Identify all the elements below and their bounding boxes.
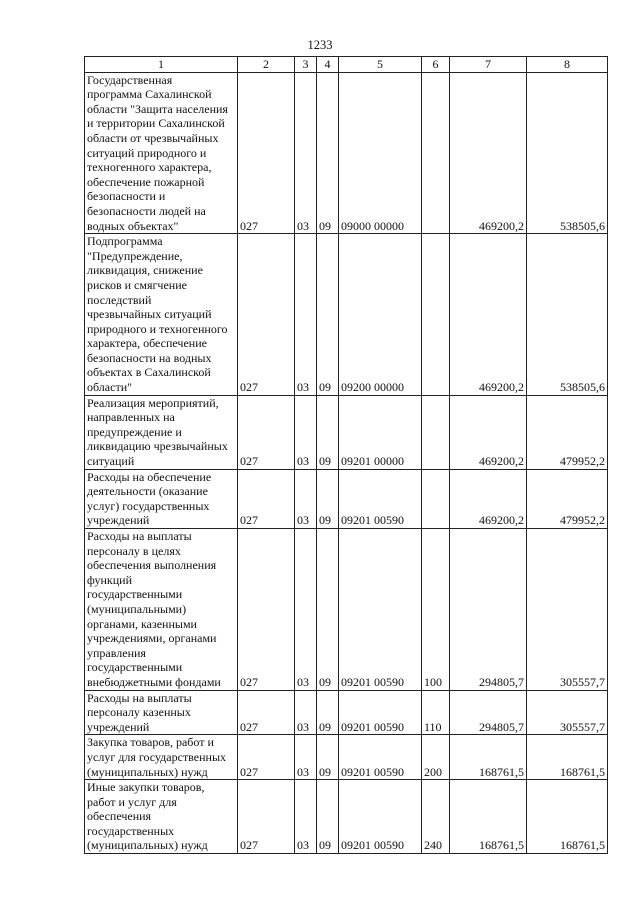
row-name: Государственная программа Сахалинской области "Защита населения и территории Сахалинской области от чрезвычайных ситуаций природного и техногенного характера, обеспечение пожарной безопасности и безопасности людей на водных объектах" bbox=[85, 72, 238, 234]
subsection-code: 09 bbox=[317, 395, 339, 469]
amount-col8: 305557,7 bbox=[527, 529, 608, 691]
section-code: 03 bbox=[295, 469, 317, 528]
row-name: Расходы на обеспечение деятельности (оказание услуг) государственных учреждений bbox=[85, 469, 238, 528]
column-header: 6 bbox=[422, 57, 450, 73]
amount-col7: 469200,2 bbox=[450, 72, 527, 234]
section-code: 03 bbox=[295, 72, 317, 234]
table-row bbox=[85, 469, 608, 528]
ministry-code: 027 bbox=[238, 72, 295, 234]
target-code: 09200 00000 bbox=[339, 234, 422, 396]
expense-type-code: 110 bbox=[422, 690, 450, 735]
expense-type-code bbox=[422, 72, 450, 234]
section-code: 03 bbox=[295, 735, 317, 780]
section-code: 03 bbox=[295, 234, 317, 396]
subsection-code: 09 bbox=[317, 690, 339, 735]
row-name: Реализация мероприятий, направленных на предупреждение и ликвидацию чрезвычайных ситуаций bbox=[85, 395, 238, 469]
expense-type-code bbox=[422, 395, 450, 469]
expense-type-code bbox=[422, 234, 450, 396]
amount-col8: 479952,2 bbox=[527, 395, 608, 469]
ministry-code: 027 bbox=[238, 469, 295, 528]
row-name: Расходы на выплаты персоналу в целях обеспечения выполнения функций государственными (муниципальными) органами, казенными учреждениями, органами управления государственными внебюджетными фондами bbox=[85, 529, 238, 691]
section-code: 03 bbox=[295, 780, 317, 854]
section-code: 03 bbox=[295, 690, 317, 735]
column-header: 4 bbox=[317, 57, 339, 73]
amount-col7: 168761,5 bbox=[450, 780, 527, 854]
column-header: 3 bbox=[295, 57, 317, 73]
expense-type-code: 100 bbox=[422, 529, 450, 691]
amount-col8: 168761,5 bbox=[527, 780, 608, 854]
table-row bbox=[85, 735, 608, 780]
ministry-code: 027 bbox=[238, 735, 295, 780]
amount-col8: 305557,7 bbox=[527, 690, 608, 735]
table-row bbox=[85, 395, 608, 469]
amount-col8: 538505,6 bbox=[527, 72, 608, 234]
ministry-code: 027 bbox=[238, 234, 295, 396]
column-header: 8 bbox=[527, 57, 608, 73]
expense-type-code: 240 bbox=[422, 780, 450, 854]
table-row bbox=[85, 234, 608, 396]
budget-table bbox=[84, 56, 608, 854]
ministry-code: 027 bbox=[238, 529, 295, 691]
section-code: 03 bbox=[295, 529, 317, 691]
amount-col7: 168761,5 bbox=[450, 735, 527, 780]
target-code: 09201 00590 bbox=[339, 690, 422, 735]
ministry-code: 027 bbox=[238, 780, 295, 854]
target-code: 09201 00590 bbox=[339, 469, 422, 528]
amount-col7: 294805,7 bbox=[450, 529, 527, 691]
column-header: 2 bbox=[238, 57, 295, 73]
row-name: Иные закупки товаров, работ и услуг для обеспечения государственных (муниципальных) нужд bbox=[85, 780, 238, 854]
row-name: Закупка товаров, работ и услуг для государственных (муниципальных) нужд bbox=[85, 735, 238, 780]
subsection-code: 09 bbox=[317, 72, 339, 234]
subsection-code: 09 bbox=[317, 469, 339, 528]
table-row bbox=[85, 780, 608, 854]
amount-col7: 469200,2 bbox=[450, 234, 527, 396]
table-row bbox=[85, 529, 608, 691]
table-row bbox=[85, 690, 608, 735]
table-row bbox=[85, 72, 608, 234]
target-code: 09201 00000 bbox=[339, 395, 422, 469]
ministry-code: 027 bbox=[238, 690, 295, 735]
amount-col7: 469200,2 bbox=[450, 469, 527, 528]
section-code: 03 bbox=[295, 395, 317, 469]
amount-col8: 479952,2 bbox=[527, 469, 608, 528]
target-code: 09000 00000 bbox=[339, 72, 422, 234]
subsection-code: 09 bbox=[317, 780, 339, 854]
target-code: 09201 00590 bbox=[339, 735, 422, 780]
row-name: Подпрограмма "Предупреждение, ликвидация, снижение рисков и смягчение последствий чрезвычайных ситуаций природного и техногенного характера, обеспечение безопасности на водных объектах в Сахалинской области" bbox=[85, 234, 238, 396]
amount-col8: 538505,6 bbox=[527, 234, 608, 396]
subsection-code: 09 bbox=[317, 234, 339, 396]
row-name: Расходы на выплаты персоналу казенных учреждений bbox=[85, 690, 238, 735]
expense-type-code: 200 bbox=[422, 735, 450, 780]
column-header: 1 bbox=[85, 57, 238, 73]
column-header: 7 bbox=[450, 57, 527, 73]
amount-col8: 168761,5 bbox=[527, 735, 608, 780]
column-header: 5 bbox=[339, 57, 422, 73]
amount-col7: 294805,7 bbox=[450, 690, 527, 735]
amount-col7: 469200,2 bbox=[450, 395, 527, 469]
subsection-code: 09 bbox=[317, 735, 339, 780]
expense-type-code bbox=[422, 469, 450, 528]
target-code: 09201 00590 bbox=[339, 529, 422, 691]
subsection-code: 09 bbox=[317, 529, 339, 691]
target-code: 09201 00590 bbox=[339, 780, 422, 854]
ministry-code: 027 bbox=[238, 395, 295, 469]
header-row bbox=[85, 57, 608, 73]
page-number: 1233 bbox=[307, 38, 333, 52]
